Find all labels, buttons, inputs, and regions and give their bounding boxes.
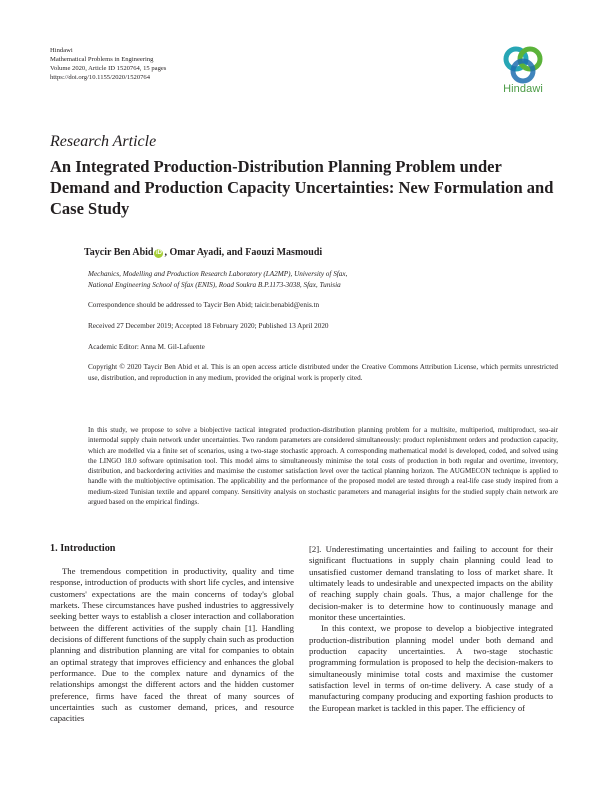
author-first[interactable]: Taycir Ben Abid xyxy=(84,247,154,258)
publisher-name: Hindawi xyxy=(50,47,73,54)
doi-link[interactable]: https://doi.org/10.1155/2020/1520764 xyxy=(50,74,151,81)
paragraph: [2]. Underestimating uncertainties and failing to account for their significant fluctuations in supply chain planning could lead to unsatisfied customer demand translating to loss of market share. It ultimately leads to undesirable and unexpected impacts on the ability of reaching supply chain goals. Thus, a major challenge for the decision-maker is to determine how to continuously manage and monitor these uncertainties. xyxy=(309,544,553,623)
hindawi-logo-icon xyxy=(501,46,545,84)
journal-name: Mathematical Problems in Engineering xyxy=(50,56,154,63)
section-heading: 1. Introduction xyxy=(50,543,116,554)
publication-dates: Received 27 December 2019; Accepted 18 February 2020; Published 13 April 2020 xyxy=(88,322,329,330)
affiliation-line: National Engineering School of Sfax (ENIS), Road Soukra B.P.1173-3038, Sfax, Tunisia xyxy=(88,280,341,289)
hindawi-logo-text: Hindawi xyxy=(503,83,543,95)
journal-meta xyxy=(50,46,166,82)
affiliation-line: Mechanics, Modelling and Production Research Laboratory (LA2MP), University of Sfax, xyxy=(88,270,348,278)
affiliation xyxy=(88,269,558,290)
article-type: Research Article xyxy=(50,133,157,150)
copyright-notice: Copyright © 2020 Taycir Ben Abid et al. This is an open access article distributed under the Creative Commons Attribution License, which permits unrestricted use, distribution, and reproduction in any medium, provided the original work is properly cited. xyxy=(88,363,558,382)
paragraph: In this context, we propose to develop a biobjective integrated production-distribution planning model under both demand and production capacity uncertainties. A two-stage stochastic programming formulation is proposed to help the decision-makers to simultaneously minimise total costs and maximise the customer satisfaction level in terms of on-time delivery. A case study of a manufacturing company producing and exporting fashion products to the European market is tackled in this paper. The efficiency of xyxy=(309,623,553,713)
author-list xyxy=(84,247,322,258)
intro-left-column xyxy=(50,566,294,725)
hindawi-logo xyxy=(494,46,552,108)
paper-title: An Integrated Production-Distribution Planning Problem under Demand and Production Capacity Uncertainties: New Formulation and Case Study xyxy=(50,157,554,218)
volume-info: Volume 2020, Article ID 1520764, 15 pages xyxy=(50,65,167,72)
academic-editor: Academic Editor: Anna M. Gil-Lafuente xyxy=(88,343,205,351)
orcid-icon[interactable]: iD xyxy=(155,250,162,256)
intro-right-column xyxy=(309,544,553,714)
paragraph: The tremendous competition in productivity, quality and time response, introduction of products with short life cycles, and intensive customers' expectations are the main concerns of today's global markets. These circumstances have pushed industries to aggressively seeking better ways to establish a closer interaction and collaboration between the different activities of the supply chain [1]. Handling decisions of different functions of the supply chain such as production planning and distribution planning are vital for companies to obtain an optimal strategy that improves efficiency and enhances the global performance. Due to the complex nature and dynamics of the relationships amongst the different actors and the hidden customer preference, firms have faced the threat of many sources of uncertainties such as customer demand, prices, and resource capacities xyxy=(50,566,295,724)
author-rest[interactable]: , Omar Ayadi, and Faouzi Masmoudi xyxy=(164,247,323,258)
abstract: In this study, we propose to solve a biobjective tactical integrated production-distribution planning problem for a multisite, multiperiod, multiproduct, sea-air intermodal supply chain network under uncertainties. Two random parameters are considered simultaneously: product replenishment orders and production capacity, which are modelled via a finite set of scenarios, using a two-stage stochastic approach. A corresponding mathematical model is developed, coded, and solved using the LINGO 18.0 software optimisation tool. This model aims to simultaneously minimise the total costs of production in both regular and overtime, inventory, distribution, and backordering activities and maximise the customer satisfaction level over the tactical planning horizon. The AUGMECON technique is applied to handle with the multiobjective optimisation. The applicability and the performance of the proposed model are tested through a real-life case study inspired from a medium-sized Tunisian textile and apparel company. Sensitivity analysis on stochastic parameters and managerial insights for the studied supply chain network are argued based on the empirical findings. xyxy=(88,426,558,507)
correspondence: Correspondence should be addressed to Taycir Ben Abid; taicir.benabid@enis.tn xyxy=(88,301,320,309)
